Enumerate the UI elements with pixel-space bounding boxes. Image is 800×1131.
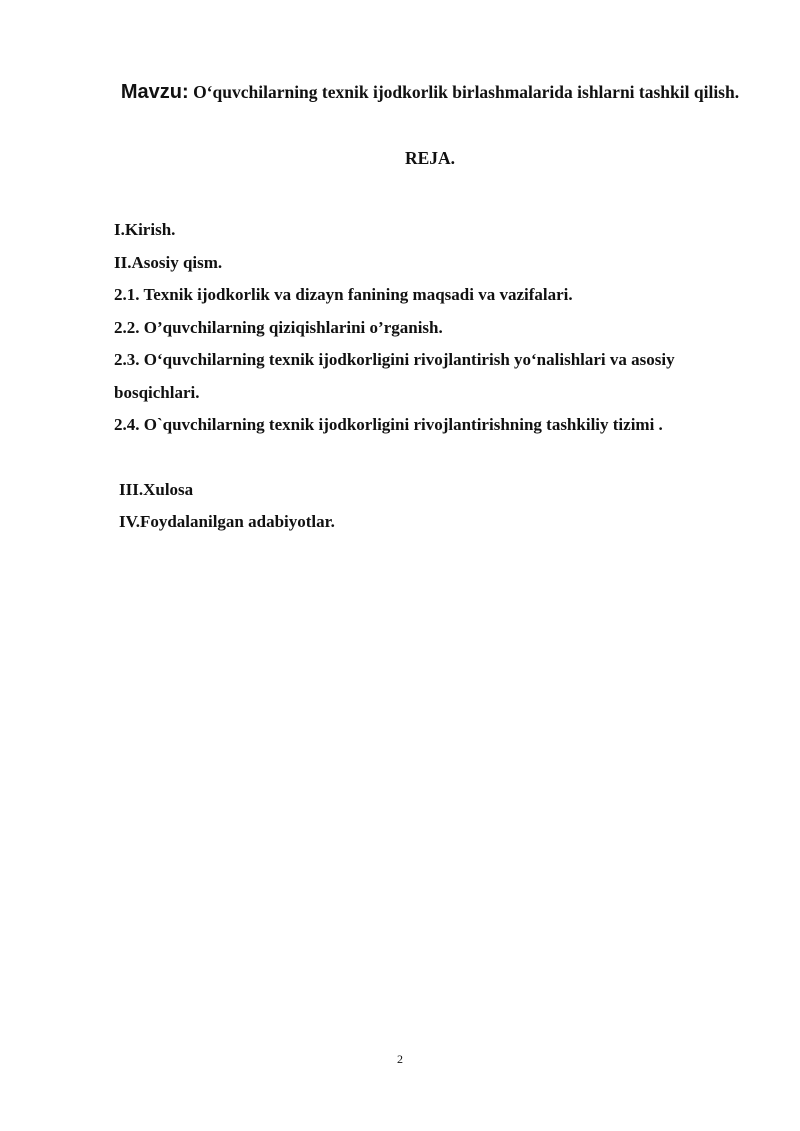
- title-text: O‘quvchilarning texnik ijodkorlik birlashmalarida ishlarni tashkil qilish.: [188, 82, 740, 102]
- page-number: 2: [397, 1052, 403, 1066]
- plan-heading: REJA.: [404, 148, 456, 168]
- title-label: Mavzu:: [120, 81, 189, 103]
- toc-item-conclusion: III.Xulosa: [119, 479, 194, 499]
- toc-item-2-2: 2.2. O’quvchilarning qiziqishlarini o’rganish.: [114, 317, 443, 337]
- toc-item-2-4: 2.4. O`quvchilarning texnik ijodkorligini rivojlantirishning tashkiliy tizimi .: [114, 415, 663, 434]
- table-of-contents: [114, 214, 744, 539]
- toc-item-2-3: 2.3. O‘quvchilarning texnik ijodkorligini rivojlantirish yo‘nalishlari va asosiy bosqichlari.: [114, 350, 675, 402]
- document-title: [112, 76, 748, 110]
- toc-item-2-1: 2.1. Texnik ijodkorlik va dizayn fanining maqsadi va vazifalari.: [114, 285, 573, 304]
- toc-spacer: [114, 442, 744, 474]
- toc-item-introduction: I.Kirish.: [114, 220, 176, 239]
- toc-item-main-part: II.Asosiy qism.: [114, 252, 223, 272]
- toc-item-references: IV.Foydalanilgan adabiyotlar.: [119, 512, 335, 531]
